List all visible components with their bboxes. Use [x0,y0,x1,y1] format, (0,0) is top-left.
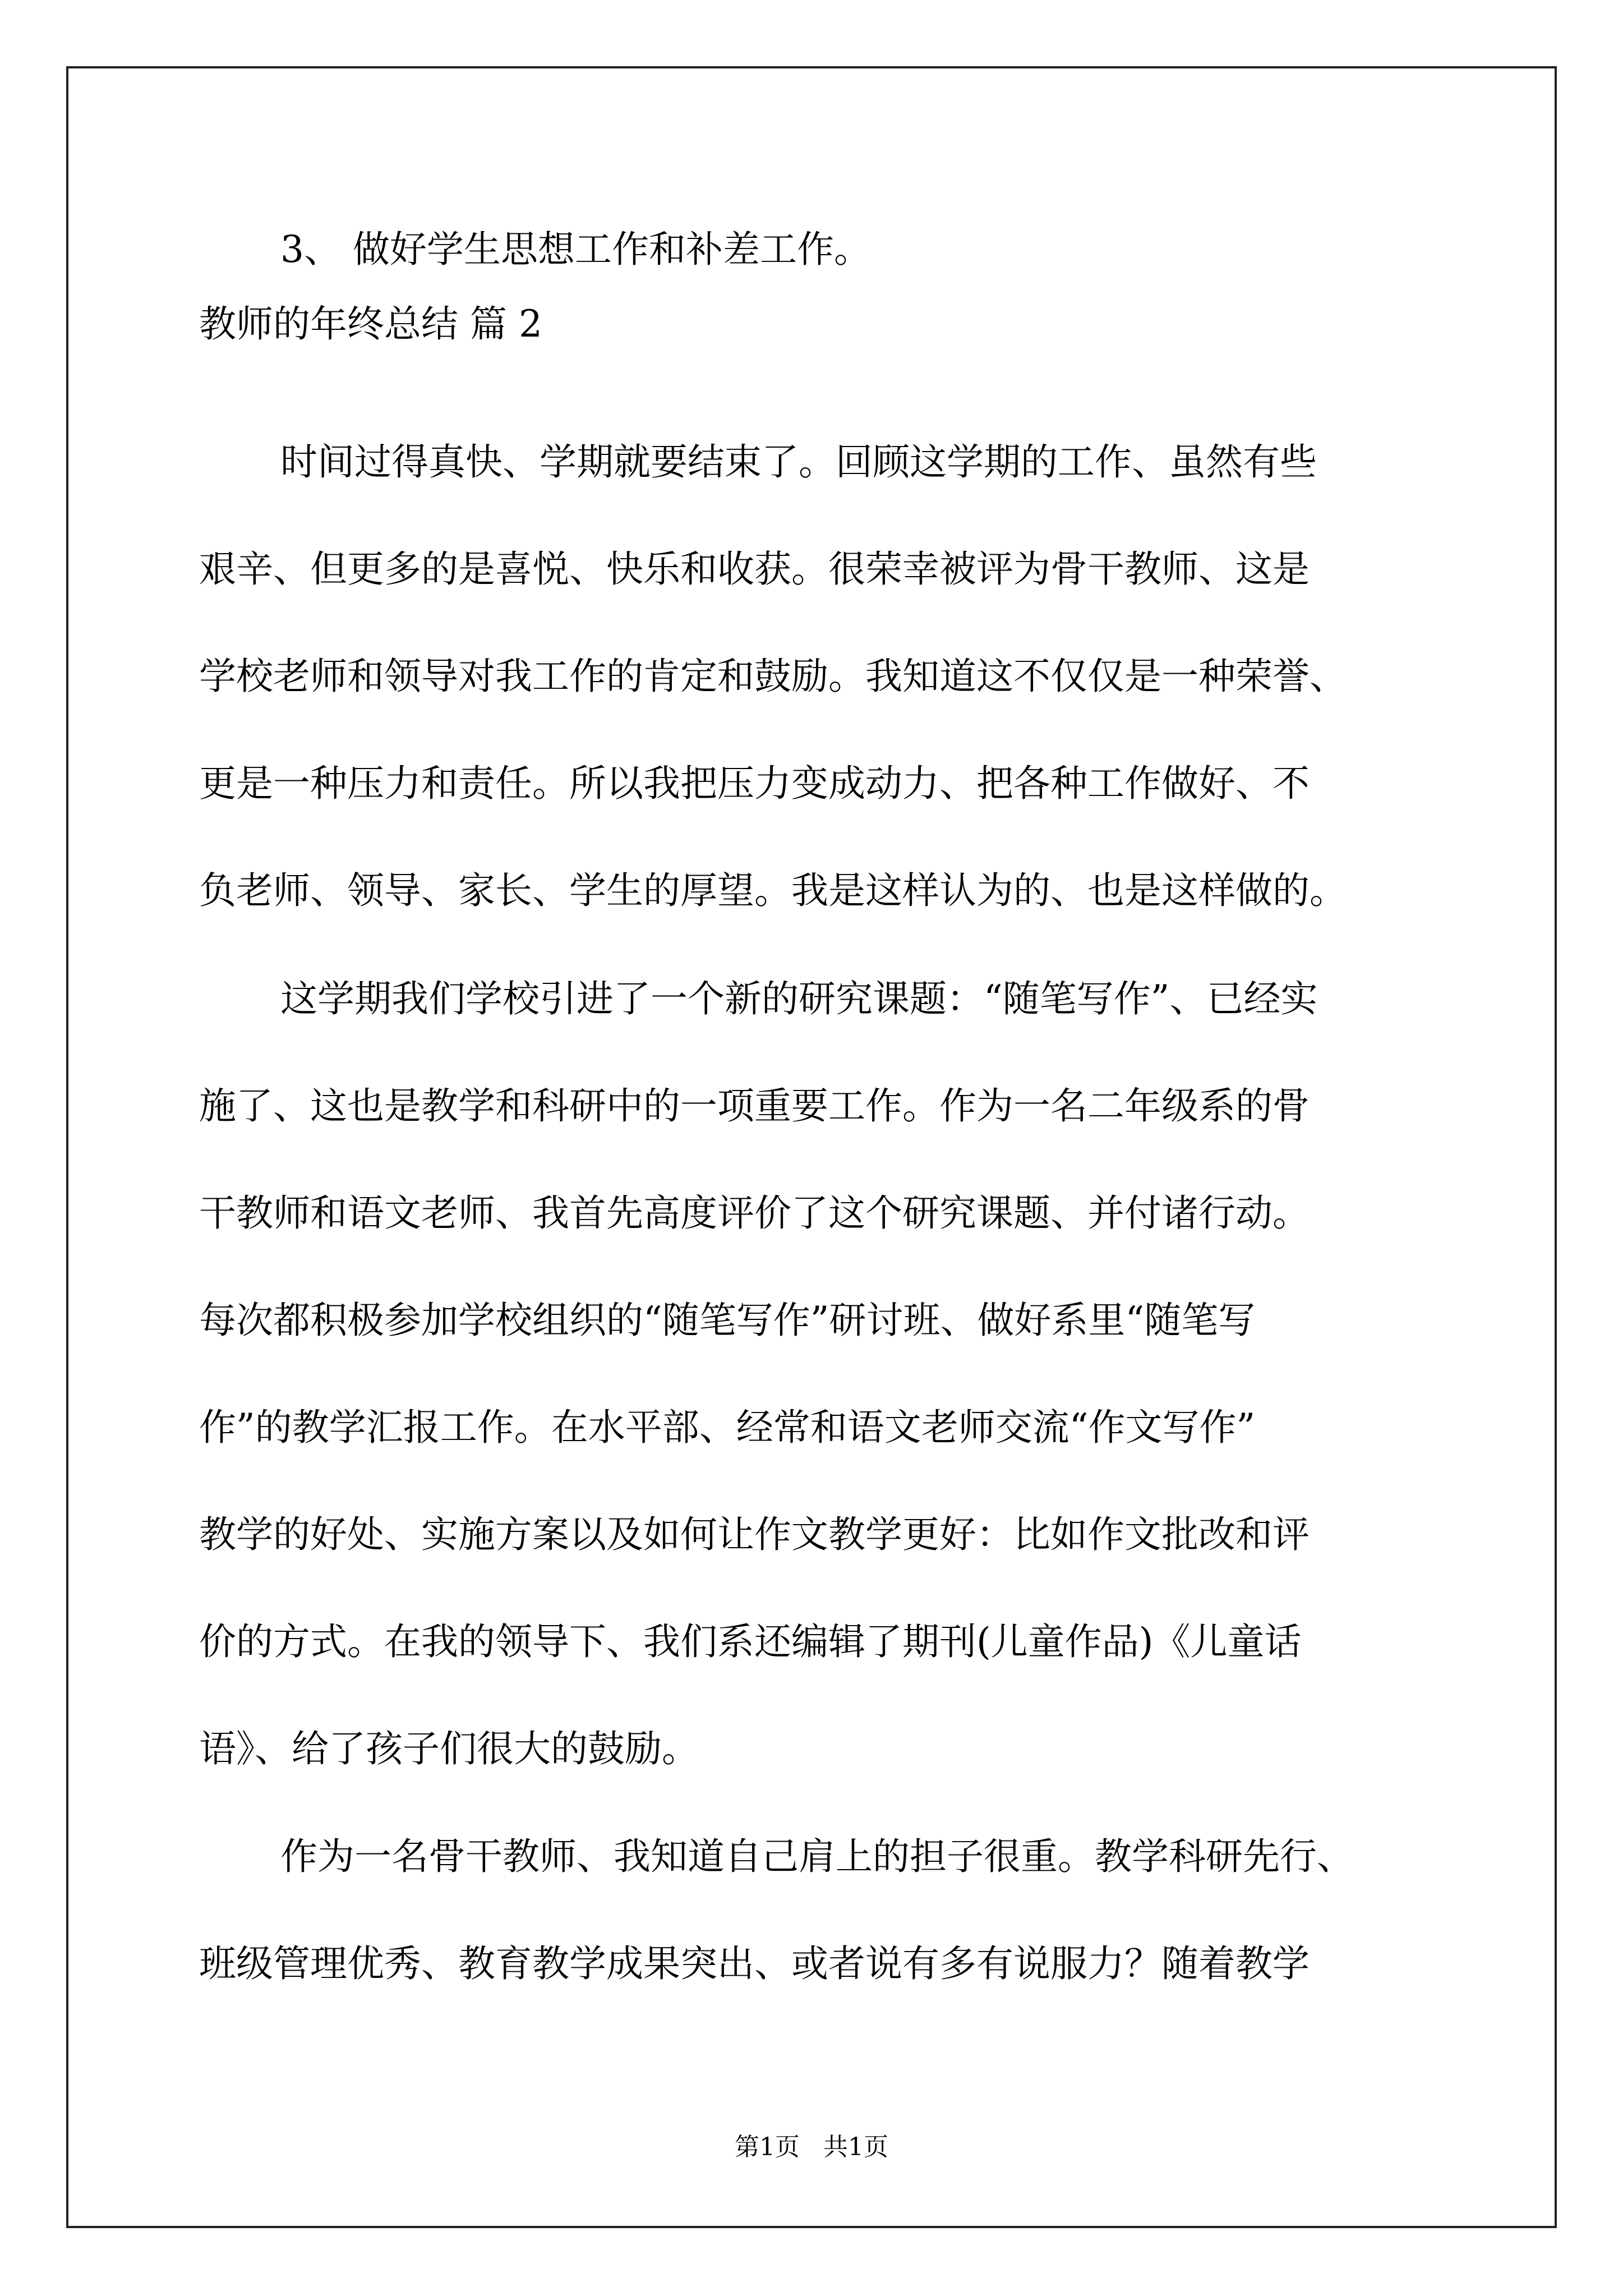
paragraph-3-line-2: 班级管理优秀、教育教学成果突出、或者说有多有说服力？随着教学 [199,1942,1310,1985]
paragraph-1-line-5: 负老师、领导、家长、学生的厚望。我是这样认为的、也是这样做的。 [199,869,1347,912]
paragraph-2-line-4: 每次都积极参加学校组织的“随笔写作”研讨班、做好系里“随笔写 [199,1299,1256,1342]
page-border [66,66,1557,2228]
paragraph-2-line-3: 干教师和语文老师、我首先高度评价了这个研究课题、并付诸行动。 [199,1191,1310,1235]
paragraph-2-line-1: 这学期我们学校引进了一个新的研究课题：“随笔写作”、已经实 [280,977,1318,1020]
paragraph-2-line-5: 作”的教学汇报工作。在水平部、经常和语文老师交流“作文写作” [199,1406,1256,1449]
paragraph-2-line-8: 语》、给了孩子们很大的鼓励。 [199,1727,699,1770]
paragraph-2-line-2: 施了、这也是教学和科研中的一项重要工作。作为一名二年级系的骨 [199,1084,1310,1128]
page-footer: 第1页 共1页 [735,2133,888,2161]
paragraph-1-line-3: 学校老师和领导对我工作的肯定和鼓励。我知道这不仅仅是一种荣誉、 [199,655,1347,698]
paragraph-1-line-4: 更是一种压力和责任。所以我把压力变成动力、把各种工作做好、不 [199,762,1310,805]
paragraph-1-line-1: 时间过得真快、学期就要结束了。回顾这学期的工作、虽然有些 [280,440,1317,484]
paragraph-1-line-2: 艰辛、但更多的是喜悦、快乐和收获。很荣幸被评为骨干教师、这是 [199,547,1310,591]
section-heading: 教师的年终总结 篇 2 [199,302,542,346]
paragraph-2-line-7: 价的方式。在我的领导下、我们系还编辑了期刊(儿童作品)《儿童话 [199,1620,1302,1663]
paragraph-3-line-1: 作为一名骨干教师、我知道自己肩上的担子很重。教学科研先行、 [280,1835,1354,1878]
list-item-3: 3、 做好学生思想工作和补差工作。 [280,228,871,271]
paragraph-2-line-6: 教学的好处、实施方案以及如何让作文教学更好：比如作文批改和评 [199,1513,1310,1556]
